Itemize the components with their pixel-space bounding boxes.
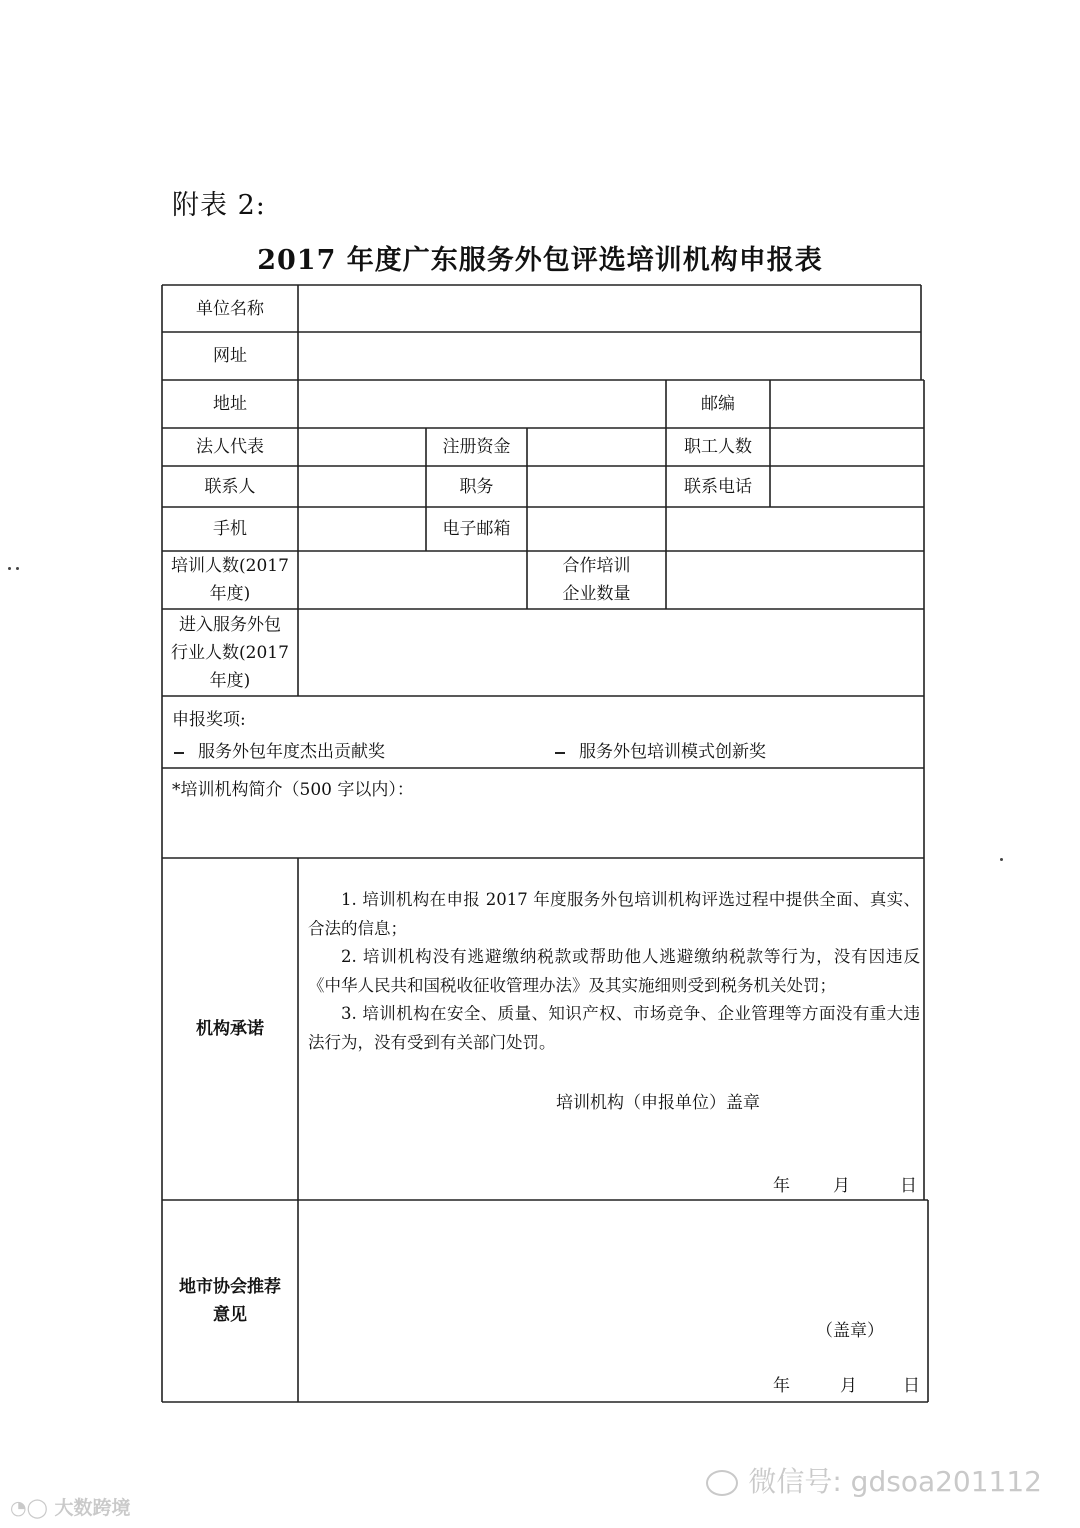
postcode-label: 邮编 xyxy=(701,394,735,414)
commitment-item-3: 3. 培训机构在安全、质量、知识产权、市场竞争、企业管理等方面没有重大违法行为，没有受到有关部门处罚。 xyxy=(308,1004,920,1052)
legal-rep-label: 法人代表 xyxy=(196,437,264,457)
coop-label-line1: 合作培训 xyxy=(562,556,631,576)
coop-enterprises-label xyxy=(527,551,666,609)
intro-label: *培训机构简介（500 字以内）： xyxy=(172,780,414,800)
brand-watermark xyxy=(10,1493,130,1520)
award-checkbox-innovation[interactable] xyxy=(555,752,565,754)
award-option-innovation-text: 服务外包培训模式创新奖 xyxy=(579,742,766,762)
address-label: 地址 xyxy=(213,394,247,414)
commitment-year: 年 xyxy=(773,1176,790,1196)
entered-label-line2: 行业人数(2017 xyxy=(171,642,289,663)
entered-label-line3: 年度) xyxy=(209,670,251,691)
commitment-label: 机构承诺 xyxy=(196,1019,264,1039)
recommendation-month: 月 xyxy=(840,1376,857,1396)
award-option-innovation[interactable] xyxy=(555,738,766,766)
recommendation-day: 日 xyxy=(903,1376,920,1396)
unit-name-label: 单位名称 xyxy=(196,298,264,319)
mobile-label: 手机 xyxy=(213,519,247,539)
wechat-icon xyxy=(706,1470,738,1496)
awards-label: 申报奖项: xyxy=(172,710,246,730)
award-checkbox-contribution[interactable] xyxy=(174,752,184,754)
entered-industry-label xyxy=(162,609,298,696)
wechat-watermark xyxy=(706,1460,1042,1500)
scan-speck xyxy=(1000,858,1003,861)
commitment-item-1: 1. 培训机构在申报 2017 年度服务外包培训机构评选过程中提供全面、真实、合法的信息； xyxy=(308,890,920,938)
brand-logo-icon: ◔◯ xyxy=(10,1497,55,1519)
brand-watermark-text: 大数跨境 xyxy=(54,1497,131,1519)
commitment-item-2: 2. 培训机构没有逃避缴纳税款或帮助他人逃避缴纳税款等行为，没有因违反《中华人民共和国税收征收管理办法》及其实施细则受到税务机关处罚； xyxy=(308,947,920,995)
commitment-month: 月 xyxy=(833,1176,850,1196)
scan-speck xyxy=(16,567,19,570)
recommendation-year: 年 xyxy=(773,1376,790,1396)
recommendation-seal-text: （盖章） xyxy=(816,1321,884,1341)
contact-person-label: 联系人 xyxy=(204,476,256,497)
award-option-contribution-text: 服务外包年度杰出贡献奖 xyxy=(198,742,385,762)
recommendation-label xyxy=(162,1200,298,1402)
award-option-contribution[interactable] xyxy=(174,738,385,766)
commitment-seal-text: 培训机构（申报单位）盖章 xyxy=(556,1093,760,1113)
trainees-label-line1: 培训人数(2017 xyxy=(171,556,289,576)
website-label: 网址 xyxy=(213,346,247,366)
attachment-label: 附表 2: xyxy=(172,190,266,221)
entered-label-line1: 进入服务外包 xyxy=(179,614,281,635)
coop-label-line2: 企业数量 xyxy=(562,584,631,604)
trainees-label-line2: 年度) xyxy=(209,584,251,604)
employees-label: 职工人数 xyxy=(684,437,752,457)
trainees-label xyxy=(162,551,298,609)
contact-phone-label: 联系电话 xyxy=(684,476,752,497)
position-label: 职务 xyxy=(459,476,494,497)
email-label: 电子邮箱 xyxy=(442,519,511,539)
scan-speck xyxy=(8,567,11,570)
commitment-day: 日 xyxy=(900,1176,917,1196)
reg-capital-label: 注册资金 xyxy=(442,437,511,457)
recommendation-label-line2: 意见 xyxy=(213,1305,247,1325)
recommendation-label-line1: 地市协会推荐 xyxy=(179,1277,281,1297)
wechat-watermark-text: 微信号: gdsoa201112 xyxy=(748,1465,1042,1498)
page-title: 2017 年度广东服务外包评选培训机构申报表 xyxy=(257,245,823,276)
commitment-text xyxy=(308,886,920,1057)
